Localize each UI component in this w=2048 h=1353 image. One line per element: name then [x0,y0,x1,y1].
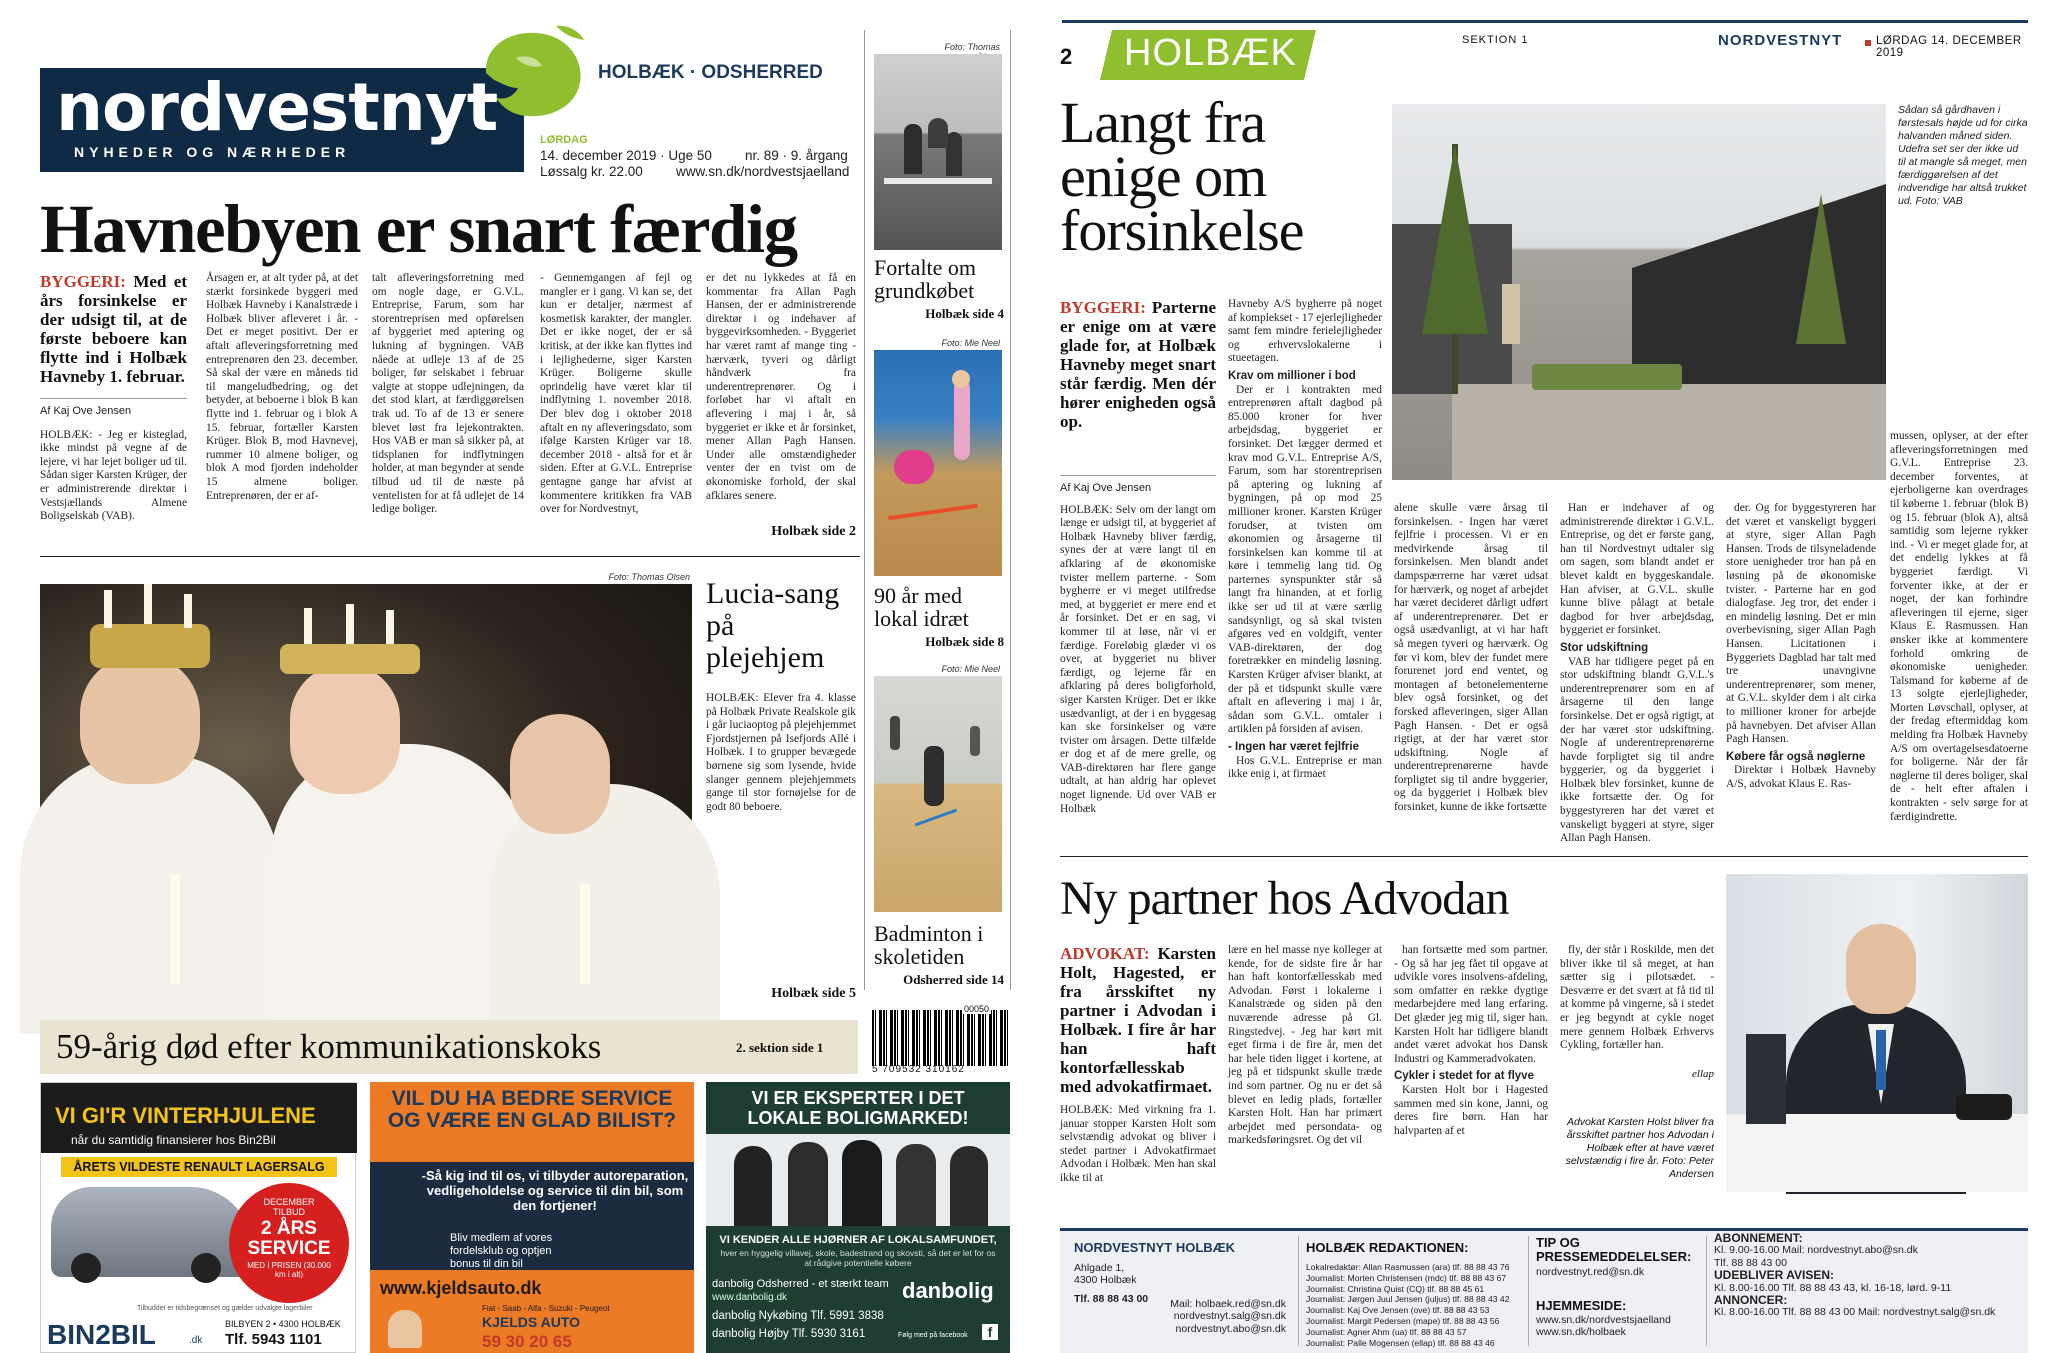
sidebar-ref[interactable]: Holbæk side 8 [925,634,1004,649]
story1-column-3: alene skulle være årsag til forsinkelsen. - Ingen har været fejlfrie i processen. Vi er en medvirkende årsag til forsinkelsen. Men blandt andet dampspærrerne har været udsat for hærværk, og noget af arbejdet har været decideret dårligt udført af underentreprenører. Det er også usædvanligt, at vi har haft så megen tyveri og hærværk. Og før vi kom, blev der fundet mere forurenet jord end ventet, og montagen af betonelementerne blev også forsinket, og det forsked afleveringen, siger Allan Pagh Hansen. - Det er også rigtigt, at der har været stor udskiftning. Nogle af underentreprenørerne havde forpligtet sig til andre byggerier, og da byggeriet i Holbæk blev forsinket, kunne de ikke fortsætte [1394,502,1548,814]
story2-sign: ellap [1692,1068,1714,1080]
lead-byline: Af Kaj Ove Jensen [40,398,187,419]
story1-caption: Sådan så gårdhaven i førstesals højde ud for cirka halvanden måned siden. Udefra set ser der ikke ud til at mangle så meget, men færdiggørelsen af det indvendige har altså trukket ud. Foto: VAB [1898,104,2028,207]
logo-wordmark: nordvestnyt [56,69,498,146]
info-web: www.sn.dk/nordvestsjaelland www.sn.dk/holbaek [1536,1314,1671,1339]
info-subscription: ABONNEMENT: Kl. 9.00-16.00 Mail: nordvestnyt.abo@sn.dk Tlf. 88 88 43 00 UDEBLIVER AVISEN: Kl. 8.00-16.00 Tlf. 88 88 43 43, kl. 16-18, lørd. 9-11 ANNONCER: Kl. 8.00-16.00 Tlf. 88 88 43 00 Mail: nordvestnyt.salg@sn.dk [1714,1231,1996,1319]
lead-column-3: talt afleveringsforretning med om nogle dage, er G.V.L. Entreprise, Farum, som har storentreprisen med opførelsen af byggeriet med aptering og lukning af bygningen. VAB nåede at udleje 13 af de 25 boliger, før selskabet i februar valgte at stoppe udlejningen, da det stod klart, at færdiggørelsen trak ud. To af de 13 er senere blevet løst fra lejekontrakten. Hos VAB er man så sikker på, at tidsplanen for indflytningen holder, at man begynder at sende tilbud ud til de næste på ventelisten for at få udlejet de 14 ledige boliger. [372,272,524,516]
info-divider [1528,1236,1529,1346]
sidebar-border [864,30,865,990]
story1-photo [1392,104,1886,480]
lead-page-ref[interactable]: Holbæk side 2 [771,524,856,539]
photo-credit: Foto: Thomas Olsen [608,572,690,582]
story1-column-6: mussen, oplyser, at der efter afleveringsforretningen med G.V.L. Entreprise 23. december forventes, at ejerboligerne kan overdrages til køberne 1. februar (blok B) og 15. februar (blok A), altså samtidig som lejerne rykker ind. - Vi er meget glade for, at det endelig lykkes at få byggeriet færdigt. Vi forventer ikke, at der er noget, der kan forhindre afleveringen til ejerne, siger Klaus E. Rasmussen. Han ønsker ikke at kommentere forhold omkring de økonomiske uenigheder. Talsmand for køberne af de 13 solgte ejerlejligheder, Morten Løvschall, oplyser, at der fredag eftermiddag kom melding fra Holbæk Havneby A/S om overtagelsesdatoerne for boligerne. Når der får nøglerne til deres boliger, skal de - helt efter aftalen i kontrakten - selv sørge for at færdigindrette. [1890,430,2028,823]
sidebar-ref[interactable]: Odsherred side 14 [903,972,1004,987]
ad-danbolig[interactable]: VI ER EKSPERTER I DET LOKALE BOLIGMARKED! VI KENDER ALLE HJØRNER AF LOKALSAMFUNDET, hver en hyggelig villavej, skole, badestrand og skovsti, så det er let for os at rådgive potentielle købere danbolig Odsherred - et stærkt team www.danbolig.dk danbolig danbolig Nykøbing Tlf. 5991 3838 danbolig Højby Tlf. 5930 3161 Følg med på facebook f [706,1082,1010,1353]
story1-headline: Langt fra enige om forsinkelse [1060,90,1304,263]
story1-column-5: der. Og for byggestyreren har det været et vanskeligt byggeri at styre, siger Allan Pagh Hansen. Trods de tilsyneladende store uenigheder tror han på en løsning på de økonomiske tvister. - Parterne har en god dialogfase. Jeg tror, det ender i en mindelig løsning. Det er min overbevisning, siger Allan Pagh Hansen. Licitationen i Byggeriets Dagblad har talt med tre unavngivne underentreprenører, som mener, at G.V.L. skylder dem i alt cirka to millioner kroner for arbejde på havnebyen. Det afviser Allan Pagh Hansen. Købere får også nøglerne Direktør i Holbæk Havneby A/S, advokat Klaus E. Ras- [1726,502,1876,790]
barcode-code: 00050 [964,1004,990,1014]
info-contact-mail: Mail: holbaek.red@sn.dk nordvestnyt.salg@sn.dk nordvestnyt.abo@sn.dk [1170,1298,1286,1335]
story2-column-2: lære en hel masse nye kolleger at kende, for de sidste fire år har han haft kontorfællesskab med Advodan. Først i lokalerne i Kanalstræde og siden på den nuværende adresse på Gl. Ringstedvej. - Jeg har kørt mit eget firma i de fire år, men det har hele tiden ligget i kortene, at jeg på et tidspunkt skulle træde ind som partner. Og nu er det så blevet en ledig plads, fortæller Karsten Holt. Han har primært arbejdet med persondata- og markedsføringsret. Og det vil [1228,944,1382,1147]
story1-byline: Af Kaj Ove Jensen [1060,475,1216,496]
sidebar-title: Fortalte om grundkøbet [874,255,977,303]
lucia-headline: Lucia-sang på plejehjem [706,577,840,674]
sidebar-ref[interactable]: Holbæk side 4 [925,306,1004,321]
barcode-digits: 5 709532 310162 [872,1064,965,1075]
info-tips-title: TIP OG PRESSEMEDDELELSER: [1536,1235,1692,1264]
brand-name: NORDVESTNYT [1718,32,1843,49]
lead-column-5: er det nu lykkedes at få en kommentar fra Allan Pagh Hansen, der er administrerende direktør i og indehaver af byggevirksomheden. - Byggeriet har været ramt af mange ting - hærværk, tyveri og dårligt håndværk fra underentreprenører. Og i forløbet har vi aftalt en aflevering i maj i år, så byggeriet er ikke et år forsinket, mener Allan Pagh Hansen. Under alle omstændigheder venter der en tvist om de økonomiske forhold, der skal afklares senere. [706,272,856,502]
photo-credit: Foto: Mie Neel [941,664,1000,674]
masthead-date: 14. december 2019 · Uge 50 [540,148,712,163]
sidebar-title: 90 år med lokal idræt [874,583,969,631]
story2-column-3: han fortsætte med som partner. - Og så har jeg fået til opgave at udvikle vores insolvens-afdeling, som omfatter en række dygtige medarbejdere med lang erfaring. Det glæder jeg mig til, siger han. Karsten Holt har tidligere blandt andet været advokat hos Dansk Industri og Kammeradvokaten. Cykler i stedet for at flyve Karsten Holt bor i Hagested sammen med sin kone, Janni, og deres fire børn. Han har halvparten af et [1394,944,1548,1137]
story1-column-2: Havneby A/S bygherre på noget af komplekset - 17 ejerlejligheder samt fem mindre ferielejligheder og erhvervslokalerne i stueetagen. Krav om millioner i bod Der er i kontrakten med entreprenøren aftalt dagbod på 85.000 kroner for hver arbejdsdag, byggeriet er forsinket. Det lægger dermed et krav mod G.V.L. Entreprise A/S, Farum, som har storentreprisen på aptering og lukning af bygningen, på op mod 25 millioner kroner. Karsten Krüger forudser, at tvisten om økonomien og årsagerne til forsinkelsen kan komme til at køre i temmelig lang tid. Og parternes synspunkter står så langt fra hinanden, at et forlig ikke ser ud til at være særlig sandsynligt, og så skal tvisten afgøres ved en voldgift, venter VAB-direktøren, der dog foretrækker en mindelig løsning. Karsten Krüger afviser blankt, at der på et tidspunkt skulle være aftalt en aflevering i maj i år, sådan som G.V.L. omtaler i artiklen på forsiden af avisen. - Ingen har været fejlfrie Hos G.V.L. Entreprise er man ikke enig i, at firmaet [1228,298,1382,781]
divider [1060,856,2028,857]
story2-column-4: fly, der står i Roskilde, men det bliver ikke til så meget, at han sætter sig i pilotsædet. - Desværre er det svært at få tid til at komme på vingerne, så i stedet er jeg begyndt at cykle noget mere gennem Holbæk Erhvervs Cykling, fortæller han. [1560,944,1714,1052]
lead-column-4: - Gennemgangen af fejl og mangler er i gang. Vi kan se, det kun er detaljer, nærmest af kosmetisk karakter, der mangler. Det er ikke noget, der er så kritisk, at der ikke kan flyttes ind i lejlighederne, siger Karsten Krüger. Boligerne skulle oprindelig have været klar til indflytning 1. november 2018. Der blev dog i oktober 2018 aftalt en ny afleveringsdato, som ifølge Karsten Krüger var 18. december 2018 - altså for et år siden. Efter at G.V.L. Entreprise gentagne gange har afvist at kommentere kritikken fra VAB over for Nordvestnyt, [540,272,692,516]
section-title: HOLBÆK [1124,32,1297,74]
info-editors-title: HOLBÆK REDAKTIONEN: [1306,1240,1469,1255]
masthead-issue: nr. 89 · 9. årgang [745,148,848,163]
lead-column-1: BYGGERI: Med et års forsinkelse er der udsigt til, at de første beboere kan flytte ind i Holbæk Havneby 1. februar. Af Kaj Ove Jensen HOLBÆK: - Jeg er kistеglad, ikke mindst på vegne af de lejere, vi har lejet boliger ud til. Sådan siger Karsten Krüger, der er administrerende direktør i Vestsjællands Almene Boligselskab (VAB). [40,272,187,523]
masthead-url[interactable]: www.sn.dk/nordvestsjaelland [676,164,850,179]
masthead-day: LØRDAG [540,134,588,146]
ad-bin2bil[interactable]: VI GI'R VINTERHJULENE når du samtidig finansierer hos Bin2Bil ÅRETS VILDESTE RENAULT LAGERSALG DECEMBER TILBUD 2 ÅRS SERVICE MED I PRISEN (30.000 km i alt) Tilbuddet er tidsbegrænset og gælder udvalgte lagerbiler BIN2BIL .dk BILBYEN 2 • 4300 HOLBÆK Tlf. 5943 1101 [40,1082,356,1353]
barcode [872,1010,1008,1066]
lead-column-2: Årsagen er, at alt tyder på, at det stærkt forsinkede byggeri med Holbæk Havneby i Kanalstræde i Holbæk bliver afleveret i år. - Det er meget positivt. Der er aftalt afleveringsforretning med entreprenøren den 23. december. Så skal der være en måneds tid til mangeludbedring, og det betyder, at beboerne i blok B kan flytte ind 1. februar og i blok A 15. februar, fortæller Karsten Krüger. Blok B, mod Havnevej, rummer 10 almene boliger, og blok A mod fjorden indeholder 15 almene boliger. Entreprenøren, der er af- [206,272,358,502]
section-label: SEKTION 1 [1462,34,1529,46]
info-editors: Lokalredaktør: Allan Rasmussen (ara) tlf. 88 88 43 76 Journalist: Morten Christensen (mdc) tlf. 88 88 43 67 Journalist: Christina Quist (CQ) tlf. 88 88 45 61 Journalist: Jørgen Juul Jensen (juljus) tlf. 88 88 43 42 Journalist: Kaj Ove Jensen (ove) tlf. 88 88 43 53 Journalist: Margit Pedersen (mape) tlf. 88 88 43 56 Journalist: Agner Ahm (ua) tlf. 88 88 43 57 Journalist: Palle Mogensen (ellap) tlf. 88 88 43 46 [1306,1262,1510,1348]
info-divider [1706,1236,1707,1346]
sidebar-border-right [1010,30,1011,990]
top-rule [1062,20,2028,23]
info-divider [1298,1236,1299,1346]
info-contact-title: NORDVESTNYT HOLBÆK [1074,1240,1236,1255]
regions: HOLBÆK · ODSHERRED [598,62,823,83]
offer-badge: DECEMBER TILBUD 2 ÅRS SERVICE MED I PRISEN (30.000 km i alt) [229,1183,349,1303]
logo-tagline: NYHEDER OG NÆRHEDER [74,144,351,160]
ad-kjelds-auto[interactable]: VIL DU HA BEDRE SERVICE OG VÆRE EN GLAD BILIST? -Så kig ind til os, vi tilbyder autoreparation, vedligeholdelse og service til din bil, som den fortjener! Bliv medlem af vores fordelsklub og optjen bonus til din bil www.kjeldsauto.dk Fiat - Saab - Alfa - Suzuki - Peugeot KJELDS AUTO 59 30 20 65 [370,1082,694,1353]
story2-column-1: ADVOKAT: Karsten Holt, Hagested, er fra årsskiftet ny partner i Advodan i Holbæk. I fire år har han haft kontorfællesskab med advokatfirmaet. HOLBÆK: Med virkning fra 1. januar stopper Karsten Holt som selvstændig advokat og bliver i stedet partner i Advokatfirmaet Advodan i Holbæk. Men han skal ikke til at [1060,944,1216,1184]
page-date: LØRDAG 14. DECEMBER 2019 [1876,35,2022,59]
sidebar-title: Badminton i skoletiden [874,921,984,969]
story2-photo [1726,874,2028,1192]
story1-column-4: Han er indehaver af og administrerende direktør i G.V.L. Entreprise, og det er første gang, han til Nordvestnyt udtaler sig om sagen, som blandt andet er blevet kaldt en byggeskandale. Han afviser, at G.V.L. skulle kunne blive pålagt at betale dagbod for hver arbejdsdag, byggeriet er forsinket. Stor udskiftning VAB har tidligere peget på en stor udskiftning blandt G.V.L.'s underentreprenører som en af årsagerne til den lange forsinkelse. Det er også rigtigt, at der har været stor udskiftning. Nogle af underentreprenørerne havde forpligtet sig til andre byggerier, og da byggeriet i Holbæk blev forsinket, kunne de ikke fortsætte der. Og for byggestyreren har det været et vanskeligt byggeri at styre, siger Allan Pagh Hansen. [1560,502,1714,845]
photo-credit: Foto: Mie Neel [941,338,1000,348]
lucia-photo [40,584,692,1000]
story1-column-1: BYGGERI: Parterne er enige om at være glade for, at Holbæk Havneby meget snart står færdig. Men dér hører enigheden også op. Af Kaj Ove Jensen HOLBÆK: Selv om der langt om længe er udsigt til, at byggeriet af Holbæk Havneby bliver færdig, synes der at være langt til en afklaring af de økonomiske tvister mellem parterne. - Som bygherre er vi meget utilfredse med, at byggeriet er mere end et år forsinket. Det er en sag, vi kommer til at løse, når vi er færdige. Foreløbig glæder vi os over, at byggeriet nu bliver færdigt, og lejerne får en afklaring på deres boligforhold, siger Karsten Krüger. Det er ikke usædvanligt, at der i en byggesag kan ske forsinkelser og være tvister om årsagen. Dette tilfælde er dog et af de mere grelle, og VAB-direktøren har flere gange udtalt, at han aldrig har oplevet noget lignende. Ud over VAB er Holbæk [1060,298,1216,815]
page-number: 2 [1060,44,1073,69]
photo-credit: Foto: Thomas [944,42,1000,52]
lead-headline: Havnebyen er snart færdig [40,191,797,267]
divider [40,556,860,557]
sidebar-photo-gym [874,350,1002,576]
brand-dot [1865,40,1871,46]
sidebar-photo-meeting [874,54,1002,250]
lucia-body: HOLBÆK: Elever fra 4. klasse på Holbæk Private Realskole gik i går luciaoptog på plejehjemmet Fjordstjernen på Isefjords Allé i Holbæk. I to grupper bevægede børnene sig som lysende, hvide slanger gennem plejehjemmets gange til stor fornøjelse for de godt 80 beboere. [706,692,856,813]
sidebar-photo-badminton [874,676,1002,912]
lucia-ref[interactable]: Holbæk side 5 [771,986,856,1001]
teaser-text: 59-årig død efter kommunikationskoks [56,1027,602,1066]
masthead-price: Løssalg kr. 22.00 [540,164,643,179]
teaser-ref: 2. sektion side 1 [736,1040,824,1055]
facebook-icon[interactable]: f [982,1324,998,1340]
info-tips-email[interactable]: nordvestnyt.red@sn.dk [1536,1266,1645,1278]
info-contact-address: Ahlgade 1, 4300 Holbæk Tlf. 88 88 43 00 [1074,1262,1149,1305]
info-web-title: HJEMMESIDE: [1536,1298,1627,1313]
story2-caption: Advokat Karsten Holst bliver fra årsskiftet partner hos Advodan i Holbæk efter at have været selvstændig i fire år. Foto: Peter Andersen [1565,1116,1714,1180]
story2-headline: Ny partner hos Advodan [1060,872,1509,925]
